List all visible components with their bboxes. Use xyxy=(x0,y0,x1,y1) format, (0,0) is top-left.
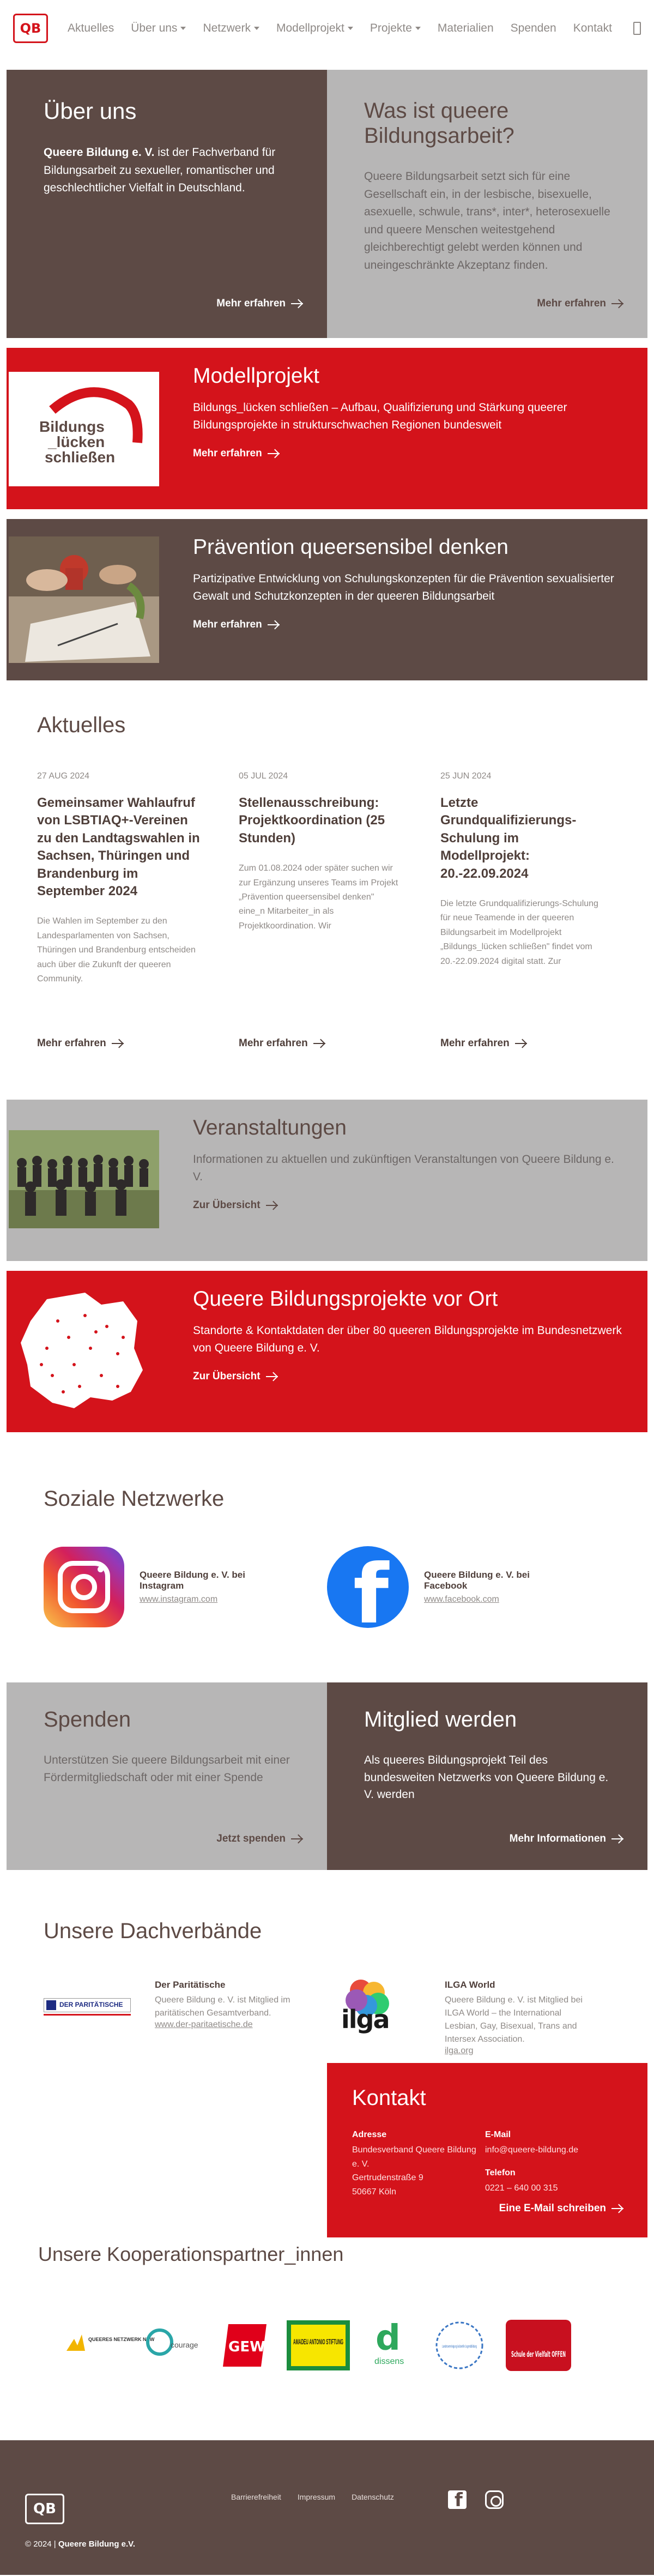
intro-section xyxy=(7,70,647,338)
donate-panel xyxy=(7,1682,327,1870)
search-icon[interactable] xyxy=(633,22,641,35)
caret-down-icon xyxy=(348,27,353,30)
about-text xyxy=(44,144,290,197)
main-menu xyxy=(68,22,612,35)
link-label: Mehr erfahren xyxy=(537,298,606,309)
partner-graphic xyxy=(63,2329,155,2362)
link-label: Mehr erfahren xyxy=(37,1037,106,1049)
link-label: Mehr erfahren xyxy=(216,298,286,309)
address-label: Adresse xyxy=(352,2130,387,2139)
partner-name: GEW xyxy=(228,2339,266,2355)
about-panel xyxy=(7,70,327,338)
write-email-link[interactable] xyxy=(499,2203,623,2215)
facebook-link[interactable] xyxy=(327,1546,573,1642)
arrow-right-icon xyxy=(112,1043,124,1044)
member-link[interactable] xyxy=(510,1833,623,1845)
member-panel xyxy=(327,1682,647,1870)
nav-item-projekte[interactable] xyxy=(370,22,421,35)
what-panel xyxy=(327,70,647,338)
praevention-title: Prävention queersensibel denken xyxy=(193,535,508,559)
what-title: Was ist queere Bildungsarbeit? xyxy=(364,99,514,148)
umbrella-list xyxy=(44,1980,610,2056)
umbrella-paritaetische xyxy=(44,1980,299,2056)
address-value xyxy=(352,2143,485,2199)
ilga-wordmark: ilga xyxy=(341,2005,389,2034)
praevention-photo xyxy=(9,536,159,663)
nav-label: Netzwerk xyxy=(203,22,251,34)
facebook-icon[interactable] xyxy=(448,2490,467,2509)
news-card[interactable] xyxy=(239,771,402,1049)
contact-title: Kontakt xyxy=(352,2086,426,2110)
events-photo xyxy=(9,1130,159,1228)
modell-more-link[interactable] xyxy=(193,448,280,460)
praevention-text-block xyxy=(159,519,647,680)
support-section xyxy=(7,1682,647,1870)
logo[interactable]: QB xyxy=(13,14,48,43)
events-banner xyxy=(7,1100,647,1261)
logo-arc xyxy=(9,372,159,486)
partner-graphic xyxy=(286,2319,351,2372)
partners-title: Unsere Kooperationspartner_innen xyxy=(38,2243,344,2265)
logo-text-line2: _lücken xyxy=(48,433,105,450)
nav-item-kontakt[interactable] xyxy=(573,22,612,35)
member-text: Als queeres Bildungsprojekt Teil des bundesweiten Netzwerks von Queere Bildung e. V. werden xyxy=(364,1754,609,1801)
nav-item-spenden[interactable] xyxy=(511,22,556,35)
ilga-url[interactable]: ilga.org xyxy=(445,2046,474,2055)
link-label: Mehr erfahren xyxy=(239,1037,308,1049)
phone-label: Telefon xyxy=(485,2168,516,2177)
logo-text-line1: Bildungs xyxy=(39,418,105,435)
local-title: Queere Bildungsprojekte vor Ort xyxy=(193,1287,498,1311)
partner-logo-lkj[interactable] xyxy=(431,2316,488,2375)
social-section xyxy=(0,1487,654,1642)
address-line: Bundesverband Queere Bildung e. V. xyxy=(352,2145,476,2169)
partner-name: AMADEU ANTONIO STIFTUNG xyxy=(293,2337,344,2346)
local-text: Standorte & Kontaktdaten der über 80 queeren Bildungsprojekte im Bundesnetzwerk von Queere Bildung e. V. xyxy=(193,1324,622,1354)
partner-graphic xyxy=(141,2324,204,2367)
arrow-right-icon xyxy=(611,303,623,304)
nav-label: Über uns xyxy=(131,22,178,34)
facebook-url[interactable]: www.facebook.com xyxy=(424,1595,499,1604)
donate-text: Unterstützen Sie queere Bildungsarbeit mit einer Fördermitgliedschaft oder mit einer Spende xyxy=(44,1754,290,1784)
email-value[interactable]: info@queere-bildung.de xyxy=(485,2145,579,2155)
partner-name: courage xyxy=(170,2340,198,2349)
link-label: Mehr erfahren xyxy=(193,619,262,630)
germany-map xyxy=(9,1288,159,1415)
svg-text:d: d xyxy=(375,2318,401,2358)
instagram-icon[interactable] xyxy=(485,2490,504,2509)
partner-logos xyxy=(38,2316,654,2375)
partner-logo-queeres-netzwerk-nrw[interactable] xyxy=(63,2316,155,2375)
umbrella-title: Unsere Dachverbände xyxy=(44,1919,262,1943)
logo-text-line3: schließen xyxy=(45,449,116,466)
partner-logo-dissens[interactable] xyxy=(368,2316,415,2375)
news-more-link[interactable] xyxy=(440,1037,527,1049)
contact-columns xyxy=(352,2130,622,2210)
nav-label: Aktuelles xyxy=(68,22,114,34)
ilga-logo-graphic xyxy=(339,1980,400,2041)
footer-link-datenschutz[interactable]: Datenschutz xyxy=(352,2493,394,2501)
contact-box xyxy=(327,2063,647,2237)
events-more-link[interactable] xyxy=(193,1199,278,1211)
caret-down-icon xyxy=(180,27,186,30)
copyright-name: Queere Bildung e.V. xyxy=(58,2539,135,2549)
copyright-prefix: © 2024 | xyxy=(25,2539,56,2549)
social-title: Soziale Netzwerke xyxy=(44,1487,225,1511)
footer-logo[interactable]: QB xyxy=(25,2494,64,2524)
footer-link-impressum[interactable]: Impressum xyxy=(297,2493,336,2501)
news-section xyxy=(0,713,654,1049)
ilga-name: ILGA World xyxy=(445,1980,495,1990)
paritaetische-name: Der Paritätische xyxy=(155,1980,226,1990)
paritaetische-url[interactable]: www.der-paritaetische.de xyxy=(155,2020,253,2029)
link-label: Eine E-Mail schreiben xyxy=(499,2203,606,2214)
news-card[interactable] xyxy=(440,771,604,1049)
instagram-link[interactable] xyxy=(44,1546,290,1628)
contact-email-col xyxy=(485,2130,578,2210)
about-more-link[interactable] xyxy=(216,298,303,310)
instagram-url[interactable]: www.instagram.com xyxy=(140,1595,218,1604)
news-excerpt: Die letzte Grundqualifizierungs-Schulung für neue Teamende in der queeren Bildungsarbeit im Modellprojekt „Bildungs_lücken schließen" findet vom 20.-22.09.2024 digital statt. Zur xyxy=(440,898,598,966)
arrow-right-icon xyxy=(291,303,303,304)
footer-links xyxy=(231,2493,394,2501)
partner-graphic xyxy=(221,2322,269,2369)
footer-link-barrierefreiheit[interactable]: Barrierefreiheit xyxy=(231,2493,281,2501)
footer xyxy=(0,2440,654,2575)
arrow-right-icon xyxy=(611,1838,623,1839)
nav-item-netzwerk[interactable] xyxy=(203,22,259,35)
link-label: Mehr erfahren xyxy=(193,448,262,459)
caret-down-icon xyxy=(415,27,421,30)
news-title: Aktuelles xyxy=(37,713,126,737)
link-label: Mehr erfahren xyxy=(440,1037,510,1049)
praevention-banner xyxy=(7,519,647,680)
nav-label: Spenden xyxy=(510,22,556,34)
partner-logo-schule-der-vielfalt[interactable] xyxy=(505,2316,572,2375)
arrow-right-icon xyxy=(291,1838,303,1839)
modell-text: Bildungs_lücken schließen – Aufbau, Qualifizierung und Stärkung queerer Bildungsprojekte in strukturschwachen Regionen bundesweit xyxy=(193,401,567,431)
link-label: Zur Übersicht xyxy=(193,1371,261,1382)
partner-name: QUEERES NETZWERK NRW xyxy=(88,2337,155,2342)
arrow-right-icon xyxy=(313,1043,325,1044)
events-text: Informationen zu aktuellen und zukünftigen Veranstaltungen von Queere Bildung e. V. xyxy=(193,1153,614,1183)
modell-text-block xyxy=(159,348,647,509)
umbrella-section xyxy=(0,1870,654,2282)
modell-title: Modellprojekt xyxy=(193,364,319,388)
ilga-desc: Queere Bildung e. V. ist Mitglied bei ILGA World – the International Lesbian, Gay, Bisexual, Trans and Intersex Association. xyxy=(445,1995,583,2044)
local-projects-banner xyxy=(7,1271,647,1432)
donate-link[interactable] xyxy=(216,1833,303,1845)
address-line: Gertrudenstraße 9 xyxy=(352,2173,423,2183)
nav-item-modellprojekt[interactable] xyxy=(276,22,353,35)
partner-name: Schule der Vielfalt OFFEN xyxy=(511,2350,566,2359)
instagram-text xyxy=(140,1570,290,1604)
partner-name: dissens xyxy=(374,2357,404,2366)
partner-logo-courage[interactable] xyxy=(141,2316,204,2375)
nav-item-ueber-uns[interactable] xyxy=(131,22,186,35)
local-more-link[interactable] xyxy=(193,1371,278,1383)
news-headline[interactable]: Letzte Grundqualifizierungs-Schulung im Modellprojekt: 20.-22.09.2024 xyxy=(440,795,577,881)
news-more-link[interactable] xyxy=(37,1037,124,1049)
news-headline[interactable]: Gemeinsamer Wahlaufruf von LSBTIAQ+-Vereinen zu den Landtagswahlen in Sachsen, Thüringen und Brandenburg im September 2024 xyxy=(37,795,200,898)
news-headline[interactable]: Stellenausschreibung: Projektkoordination (25 Stunden) xyxy=(239,795,385,846)
ilga-logo xyxy=(334,1980,429,2056)
arrow-right-icon xyxy=(268,624,280,625)
instagram-label: Queere Bildung e. V. bei Instagram xyxy=(140,1570,245,1591)
news-date: 27 AUG 2024 xyxy=(37,771,90,781)
events-text-block xyxy=(159,1100,647,1261)
workshop-image xyxy=(9,536,159,663)
link-label: Zur Übersicht xyxy=(193,1199,261,1211)
partner-name: Landesvereinigung kulturelle Jugendbildung xyxy=(442,2345,477,2349)
modellprojekt-banner xyxy=(7,348,647,509)
partner-graphic xyxy=(431,2316,488,2375)
news-date: 25 JUN 2024 xyxy=(440,771,492,781)
social-links xyxy=(44,1546,610,1642)
about-text-rest: ist der Fachverband für Bildungsarbeit zu sexueller, romantischer und geschlechtlicher Vielfalt in Deutschland. xyxy=(44,146,276,195)
umbrella-content xyxy=(0,1870,654,2056)
nav-label: Projekte xyxy=(370,22,412,34)
news-more-link[interactable] xyxy=(239,1037,325,1049)
nav-item-materialien[interactable] xyxy=(438,22,494,35)
nav-label: Modellprojekt xyxy=(276,22,344,34)
partner-graphic xyxy=(368,2312,415,2379)
paritaetische-info xyxy=(155,1980,299,2056)
germany-map-graphic xyxy=(9,1288,159,1415)
partner-logo-amadeu-antonio[interactable] xyxy=(286,2316,351,2375)
link-label: Mehr Informationen xyxy=(509,1833,606,1844)
arrow-right-icon xyxy=(515,1043,527,1044)
nav-label: Materialien xyxy=(437,22,494,34)
contact-address-col xyxy=(352,2130,485,2210)
email-label: E-Mail xyxy=(485,2130,511,2139)
arrow-right-icon xyxy=(611,2208,623,2209)
facebook-glyph: f xyxy=(353,1547,389,1642)
address-line: 50667 Köln xyxy=(352,2187,396,2197)
phone-value[interactable]: 0221 – 640 00 315 xyxy=(485,2183,558,2193)
caret-down-icon xyxy=(254,27,259,30)
member-title: Mitglied werden xyxy=(364,1708,517,1732)
donate-title: Spenden xyxy=(44,1708,131,1732)
nav-label: Kontakt xyxy=(573,22,612,34)
news-excerpt: Die Wahlen im September zu den Landesparlamenten von Sachsen, Thüringen und Brandenburg entscheiden auch über die Zukunft der queeren Community. xyxy=(37,916,196,984)
nav-item-aktuelles[interactable] xyxy=(68,22,114,35)
news-excerpt: Zum 01.08.2024 oder später suchen wir zur Ergänzung unseres Teams im Projekt „Prävention queersensibel denken" eine_n Mitarbeiter_in als Projektkoordination. Wir xyxy=(239,864,398,931)
facebook-text xyxy=(424,1570,573,1604)
bildungsluecken-logo xyxy=(9,372,159,486)
arrow-right-icon xyxy=(266,1376,278,1377)
top-navigation xyxy=(0,0,654,57)
about-title: Über uns xyxy=(44,98,137,124)
facebook-label: Queere Bildung e. V. bei Facebook xyxy=(424,1570,530,1591)
group-photo xyxy=(9,1130,159,1228)
news-list xyxy=(37,771,610,1049)
about-text-bold: Queere Bildung e. V. xyxy=(44,146,155,159)
news-date: 05 JUL 2024 xyxy=(239,771,288,781)
copyright xyxy=(25,2539,135,2549)
link-label: Jetzt spenden xyxy=(216,1833,286,1844)
local-text-block xyxy=(159,1271,647,1432)
what-text: Queere Bildungsarbeit setzt sich für eine Gesellschaft ein, in der lesbische, bisexuelle, asexuelle, schwule, trans*, inter*, heterosexuelle und queere Menschen weitestgehend gleichberechtigt gelebt werden können und uneingeschränkte Akzeptanz finden. xyxy=(364,170,610,272)
umbrella-ilga xyxy=(334,1980,589,2056)
arrow-right-icon xyxy=(266,1205,278,1206)
news-card[interactable] xyxy=(37,771,201,1049)
partner-graphic xyxy=(505,2316,572,2374)
events-title: Veranstaltungen xyxy=(193,1116,347,1139)
ilga-info xyxy=(445,1980,589,2056)
instagram-icon xyxy=(44,1547,124,1627)
paritaetische-logo xyxy=(44,1998,140,2020)
partner-logo-gew[interactable] xyxy=(221,2316,269,2375)
what-more-link[interactable] xyxy=(537,298,623,310)
praevention-more-link[interactable] xyxy=(193,619,280,631)
footer-social-icons xyxy=(448,2490,504,2509)
paritaetische-desc: Queere Bildung e. V. ist Mitglied im paritätischen Gesamtverband. xyxy=(155,1995,290,2018)
arrow-right-icon xyxy=(268,453,280,454)
praevention-text: Partizipative Entwicklung von Schulungskonzepten für die Prävention sexualisierter Gewalt und Schutzkonzepten in der queeren Bildungsarbeit xyxy=(193,572,614,602)
facebook-icon xyxy=(327,1546,409,1642)
